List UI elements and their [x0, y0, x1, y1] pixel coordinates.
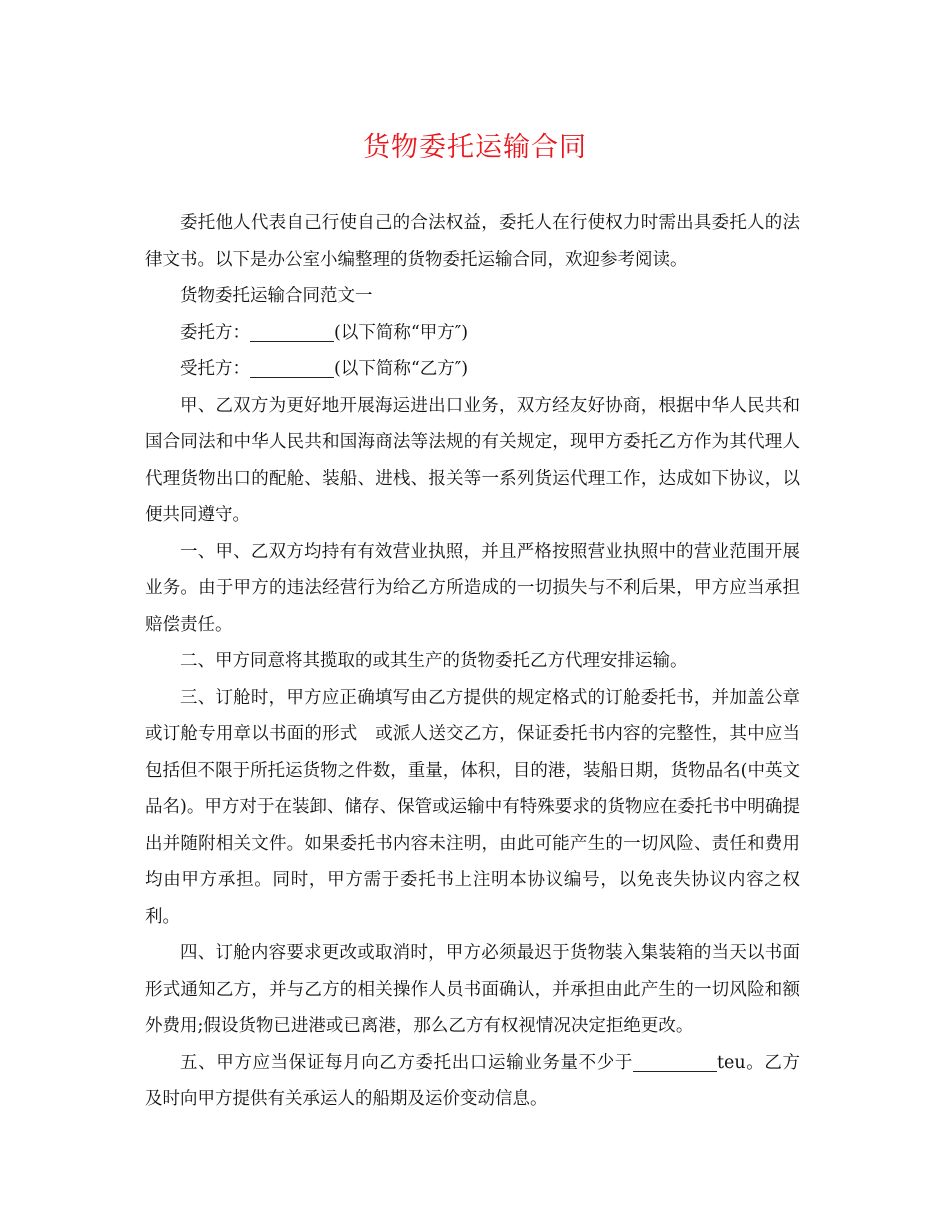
document-title: 货物委托运输合同 — [363, 132, 587, 163]
intro-paragraph: 委托他人代表自己行使自己的合法权益，委托人在行使权力时需出具委托人的法律文书。以下是办公室小编整理的货物委托运输合同，欢迎参考阅读。 — [145, 213, 800, 270]
agent-blank — [250, 360, 334, 379]
agent-label: 受托方： — [180, 359, 250, 379]
clause-5-text-after: teu。乙方及时向甲方提供有关承运人的船期及运价变动信息。 — [145, 1052, 801, 1109]
clause-5 — [145, 1045, 800, 1118]
principal-note: (以下简称“甲方″) — [334, 322, 469, 343]
principal-line — [145, 315, 800, 352]
sample-heading: 货物委托运输合同范文一 — [180, 286, 373, 306]
clause-4: 四、订舱内容要求更改或取消时，甲方必须最迟于货物装入集装箱的当天以书面形式通知乙方，并与乙方的相关操作人员书面确认，并承担由此产生的一切风险和额外费用;假设货物已进港或已离港，那么乙方有权视情况决定拒绝更改。 — [145, 943, 800, 1036]
principal-label: 委托方： — [180, 322, 250, 343]
agent-line — [145, 351, 800, 388]
clause-2: 二、甲方同意将其揽取的或其生产的货物委托乙方代理安排运输。 — [180, 651, 688, 671]
document-body — [145, 205, 800, 1118]
clause-3: 三、订舱时，甲方应正确填写由乙方提供的规定格式的订舱委托书，并加盖公章或订舱专用章以书面的形式 或派人送交乙方，保证委托书内容的完整性，其中应当包括但不限于所托运货物之件数，重量，体积，目的港，装船日期，货物品名(中英文品名)。甲方对于在装卸、储存、保管或运输中有特殊要求的货物应在委托书中明确提出并随附相关文件。如果委托书内容未注明，由此可能产生的一切风险、责任和费用均由甲方承担。同时，甲方需于委托书上注明本协议编号，以免丧失协议内容之权利。 — [145, 687, 800, 927]
clause-5-blank — [633, 1053, 717, 1072]
agent-note: (以下简称“乙方″) — [334, 359, 469, 379]
principal-blank — [250, 323, 334, 342]
clause-1: 一、甲、乙双方均持有有效营业执照，并且严格按照营业执照中的营业范围开展业务。由于甲方的违法经营行为给乙方所造成的一切损失与不利后果，甲方应当承担赔偿责任。 — [145, 541, 800, 635]
clause-5-text-before: 五、甲方应当保证每月向乙方委托出口运输业务量不少于 — [180, 1052, 633, 1073]
preamble-paragraph: 甲、乙双方为更好地开展海运进出口业务，双方经友好协商，根据中华人民共和国合同法和中华人民共和国海商法等法规的有关规定，现甲方委托乙方作为其代理人代理货物出口的配舱、装船、进栈、报关等一系列货运代理工作，达成如下协议，以便共同遵守。 — [145, 395, 800, 525]
